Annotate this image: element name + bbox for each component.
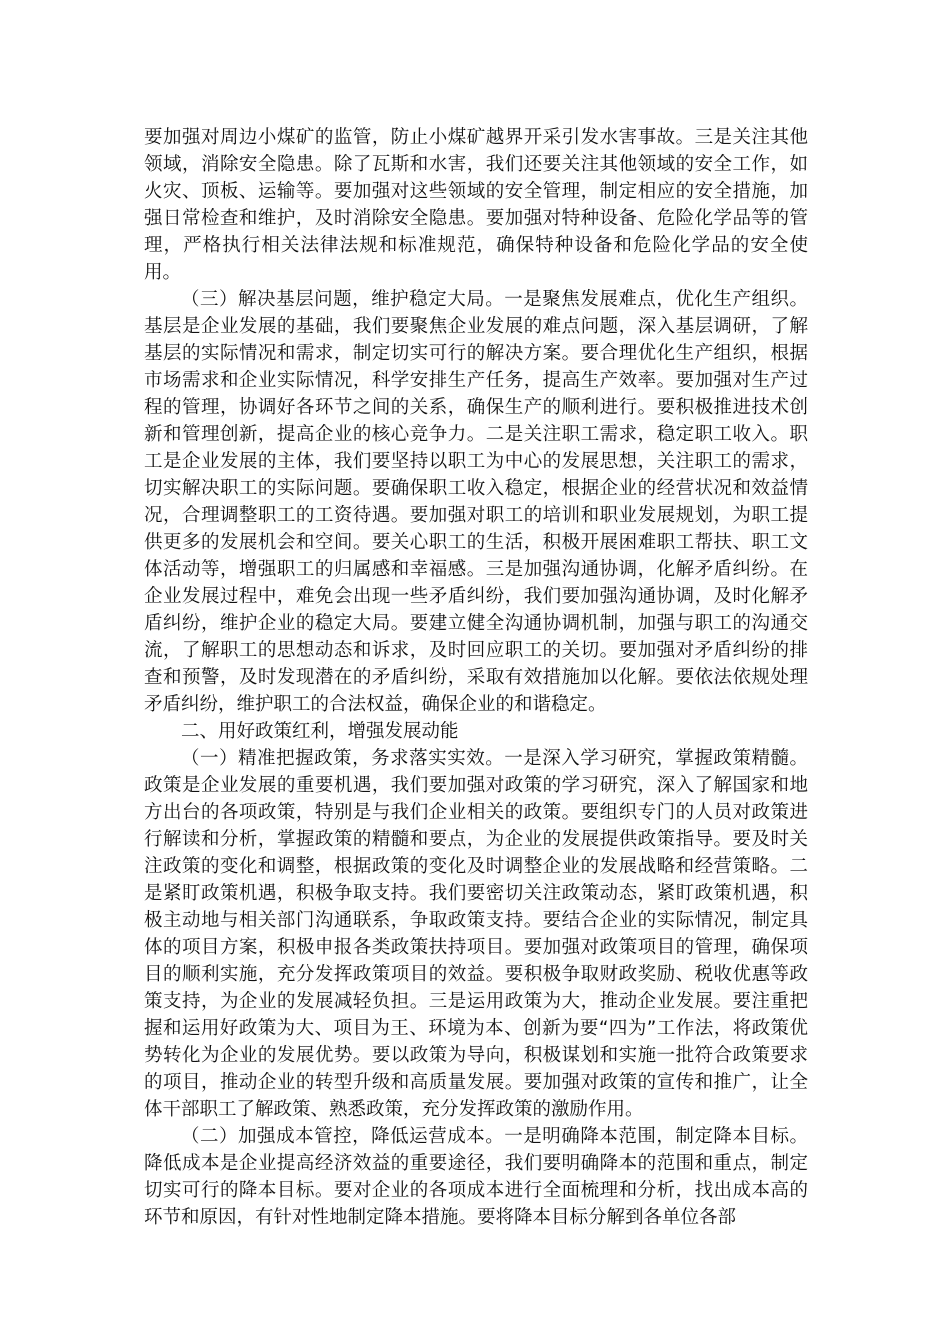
section-heading-policy-dividends: 二、用好政策红利，增强发展动能 — [181, 721, 459, 742]
paragraph-grasp-policy: （一）精准把握政策，务求落实实效。一是深入学习研究，掌握政策精髓。政策是企业发展的重要机遇，我们要加强对政策的学习研究，深入了解国家和地方出台的各项政策，特别是与我们企业相关的政策。要组织专门的人员对政策进行解读和分析，掌握政策的精髓和要点，为企业的发展提供政策指导。要及时关注政策的变化和调整，根据政策的变化及时调整企业的发展战略和经营策略。二是紧盯政策机遇，积极争取支持。我们要密切关注政策动态，紧盯政策机遇，积极主动地与相关部门沟通联系，争取政策支持。要结合企业的实际情况，制定具体的项目方案，积极申报各类政策扶持项目。要加强对政策项目的管理，确保项目的顺利实施，充分发挥政策项目的效益。要积极争取财政奖励、税收优惠等政策支持，为企业的发展减轻负担。三是运用政策为大，推动企业发展。要注重把握和运用好政策为大、项目为王、环境为本、创新为要“四为”工作法，将政策优势转化为企业的发展优势。要以政策为导向，积极谋划和实施一批符合政策要求的项目，推动企业的转型升级和高质量发展。要加强对政策的宣传和推广，让全体干部职工了解政策、熟悉政策，充分发挥政策的激励作用。 — [144, 748, 808, 1120]
paragraph-grassroots-issues: （三）解决基层问题，维护稳定大局。一是聚焦发展难点，优化生产组织。基层是企业发展的基础，我们要聚焦企业发展的难点问题，深入基层调研，了解基层的实际情况和需求，制定切实可行的解决方案。要合理优化生产组织，根据市场需求和企业实际情况，科学安排生产任务，提高生产效率。要加强对生产过程的管理，协调好各环节之间的关系，确保生产的顺利进行。要积极推进技术创新和管理创新，提高企业的核心竞争力。二是关注职工需求，稳定职工收入。职工是企业发展的主体，我们要坚持以职工为中心的发展思想，关注职工的需求，切实解决职工的实际问题。要确保职工收入稳定，根据企业的经营状况和效益情况，合理调整职工的工资待遇。要加强对职工的培训和职业发展规划，为职工提供更多的发展机会和空间。要关心职工的生活，积极开展困难职工帮扶、职工文体活动等，增强职工的归属感和幸福感。三是加强沟通协调，化解矛盾纠纷。在企业发展过程中，难免会出现一些矛盾纠纷，我们要加强沟通协调，及时化解矛盾纠纷，维护企业的稳定大局。要建立健全沟通协调机制，加强与职工的沟通交流，了解职工的思想动态和诉求，及时回应职工的关切。要加强对矛盾纠纷的排查和预警，及时发现潜在的矛盾纠纷，采取有效措施加以化解。要依法依规处理矛盾纠纷，维护职工的合法权益，确保企业的和谐稳定。 — [144, 289, 808, 715]
document-body — [144, 124, 808, 1231]
paragraph-cost-control: （二）加强成本管控，降低运营成本。一是明确降本范围，制定降本目标。降低成本是企业提高经济效益的重要途径，我们要明确降本的范围和重点，制定切实可行的降本目标。要对企业的各项成本进行全面梳理和分析，找出成本高的环节和原因，有针对性地制定降本措施。要将降本目标分解到各单位各部 — [144, 1126, 808, 1228]
paragraph-safety-other-fields: 要加强对周边小煤矿的监管，防止小煤矿越界开采引发水害事故。三是关注其他领域，消除安全隐患。除了瓦斯和水害，我们还要关注其他领域的安全工作，如火灾、顶板、运输等。要加强对这些领域的安全管理，制定相应的安全措施，加强日常检查和维护，及时消除安全隐患。要加强对特种设备、危险化学品等的管理，严格执行相关法律法规和标准规范，确保特种设备和危险化学品的安全使用。 — [144, 127, 808, 283]
